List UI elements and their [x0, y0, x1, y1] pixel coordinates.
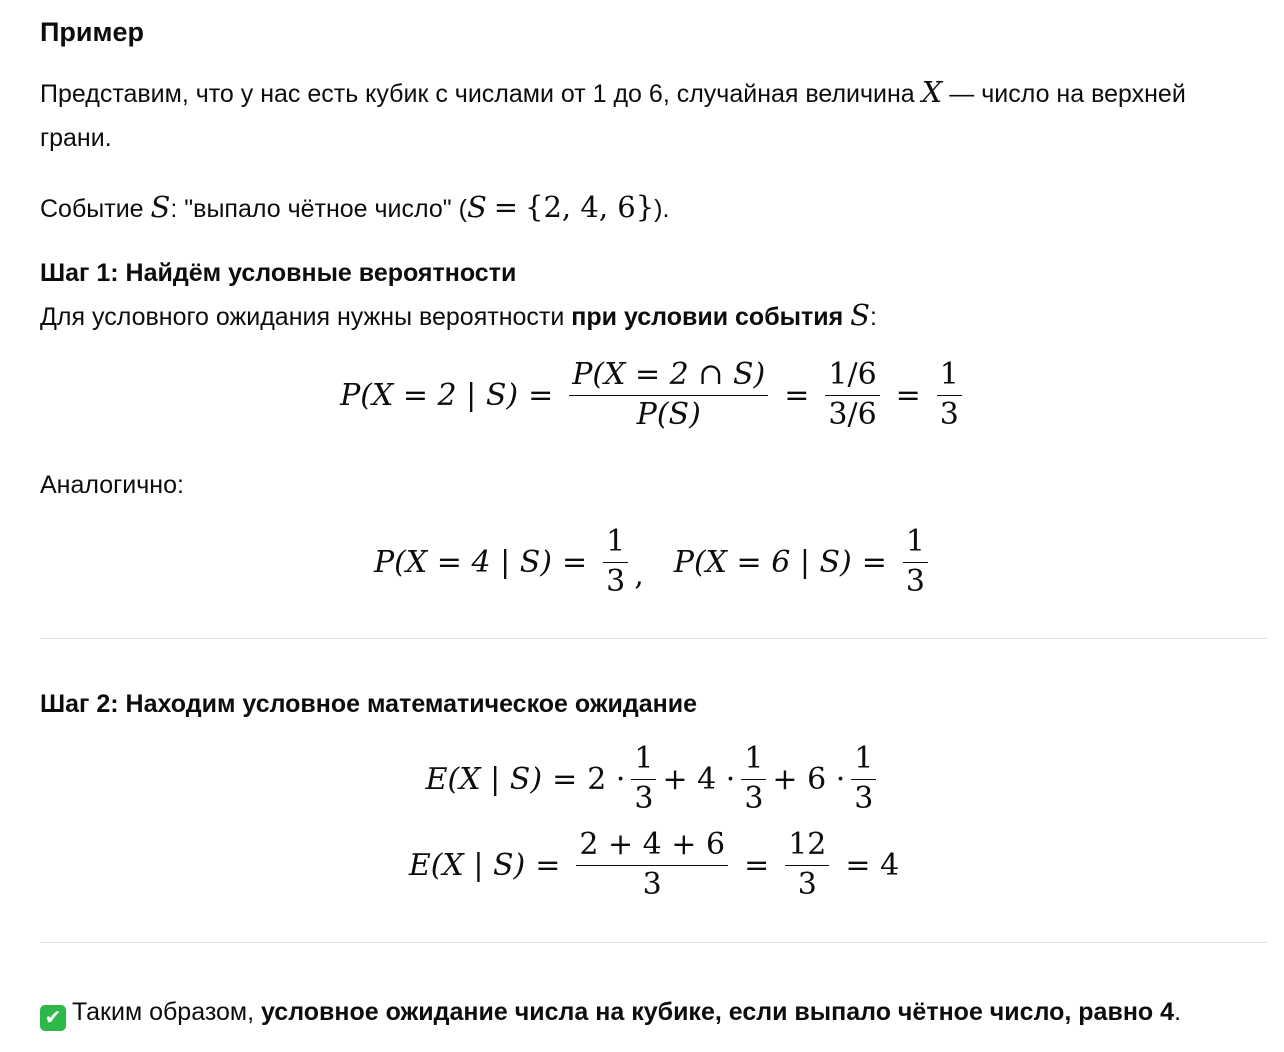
f2-comma: ,	[634, 558, 644, 593]
step1-heading: Шаг 1: Найдём условные вероятности	[40, 259, 517, 287]
f2-frac-b-num: 1	[903, 525, 928, 563]
f4-fraction-1	[576, 828, 728, 902]
formula-conditional-probability	[40, 358, 1268, 432]
f2-fraction-a	[603, 525, 628, 599]
f3-frac1-den: 3	[634, 780, 654, 816]
f1-fraction-1	[569, 358, 768, 432]
intro-text-cont: — число на верхней	[949, 80, 1186, 108]
f2-fraction-b	[903, 525, 928, 599]
step1-text-prefix: Для условного ожидания нужны вероятности	[40, 303, 565, 331]
event-prefix: Событие	[40, 195, 144, 223]
similarly-text: Аналогично:	[40, 471, 184, 499]
f3-term3-coef: + 6 ·	[772, 761, 846, 797]
conclusion	[40, 990, 1181, 1034]
step2-heading: Шаг 2: Находим условное математическое ожидание	[40, 690, 698, 718]
conclusion-prefix: Таким образом,	[72, 998, 255, 1026]
section-title: Пример	[40, 17, 144, 47]
set-value: {2, 4, 6}	[525, 190, 655, 224]
f1-frac1-den: P(S)	[636, 396, 701, 432]
divider-1	[40, 638, 1268, 639]
step1-text-suffix: :	[870, 303, 877, 331]
f4-lhs: E(X | S)	[408, 847, 526, 883]
f3-lhs: E(X | S)	[425, 761, 543, 797]
f1-fraction-2	[825, 358, 879, 432]
f1-eq-2: =	[784, 377, 810, 413]
f2-lhs-b: P(X = 6 | S)	[673, 544, 852, 580]
f1-lhs-p: P	[340, 377, 361, 413]
f4-eq-2: =	[744, 847, 770, 883]
f3-frac3-num: 1	[851, 742, 876, 780]
f1-frac3-den: 3	[939, 396, 959, 432]
conclusion-bold: условное ожидание числа на кубике, если выпало чётное число, равно 4	[261, 998, 1175, 1026]
f1-frac2-den: 3/6	[828, 396, 877, 432]
step1-variable-s: S	[850, 298, 871, 332]
variable-x: X	[921, 75, 943, 109]
f1-fraction-3	[937, 358, 962, 432]
set-eq: =	[493, 190, 519, 224]
f3-fraction-1	[631, 742, 656, 816]
intro-text: Представим, что у нас есть кубик с числами от 1 до 6, случайная величина	[40, 80, 915, 108]
f2-frac-a-den: 3	[606, 563, 626, 599]
f3-term2-coef: + 4 ·	[662, 761, 736, 797]
f3-frac2-den: 3	[744, 780, 764, 816]
f4-frac2-num: 12	[785, 828, 829, 866]
f3-eq: =	[552, 761, 578, 797]
f3-frac3-den: 3	[854, 780, 874, 816]
event-paragraph	[40, 185, 669, 231]
step1-text-bold: при условии события	[571, 303, 844, 331]
formula-expectation-sum	[40, 742, 1268, 816]
f4-frac1-den: 3	[642, 866, 662, 902]
f4-eq-1: =	[535, 847, 561, 883]
event-desc: : "выпало чётное число" (	[170, 195, 467, 223]
step1-text	[40, 293, 877, 339]
variable-s: S	[150, 190, 171, 224]
f2-lhs-a: P(X = 4 | S)	[374, 544, 552, 580]
f3-frac2-num: 1	[741, 742, 766, 780]
intro-paragraph	[40, 70, 1268, 160]
f3-frac1-num: 1	[631, 742, 656, 780]
formula-expectation-result	[40, 828, 1268, 902]
f4-frac1-num: 2 + 4 + 6	[576, 828, 728, 866]
formula-other-probabilities	[40, 525, 1268, 599]
f2-eq-b: =	[861, 544, 887, 580]
f1-frac1-num: P(X = 2 ∩ S)	[569, 358, 768, 396]
f1-eq-1: =	[528, 377, 554, 413]
f4-fraction-2	[785, 828, 829, 902]
f1-eq-3: =	[895, 377, 921, 413]
f4-frac2-den: 3	[797, 866, 817, 902]
divider-2	[40, 942, 1268, 943]
f3-fraction-3	[851, 742, 876, 816]
f3-term1-coef: 2 ·	[587, 761, 626, 797]
f1-frac3-num: 1	[937, 358, 962, 396]
event-suffix: ).	[654, 195, 670, 223]
check-mark-icon: ✔	[40, 1005, 66, 1031]
f1-frac2-num: 1/6	[825, 358, 879, 396]
conclusion-suffix: .	[1174, 998, 1182, 1026]
f2-frac-b-den: 3	[905, 563, 925, 599]
f2-frac-a-num: 1	[603, 525, 628, 563]
f2-eq-a: =	[561, 544, 588, 580]
f1-lhs-args: (X = 2 | S)	[360, 377, 519, 413]
set-lhs: S	[466, 190, 487, 224]
intro-text-line2: грани.	[40, 124, 112, 152]
f4-result: = 4	[845, 847, 900, 883]
f3-fraction-2	[741, 742, 766, 816]
